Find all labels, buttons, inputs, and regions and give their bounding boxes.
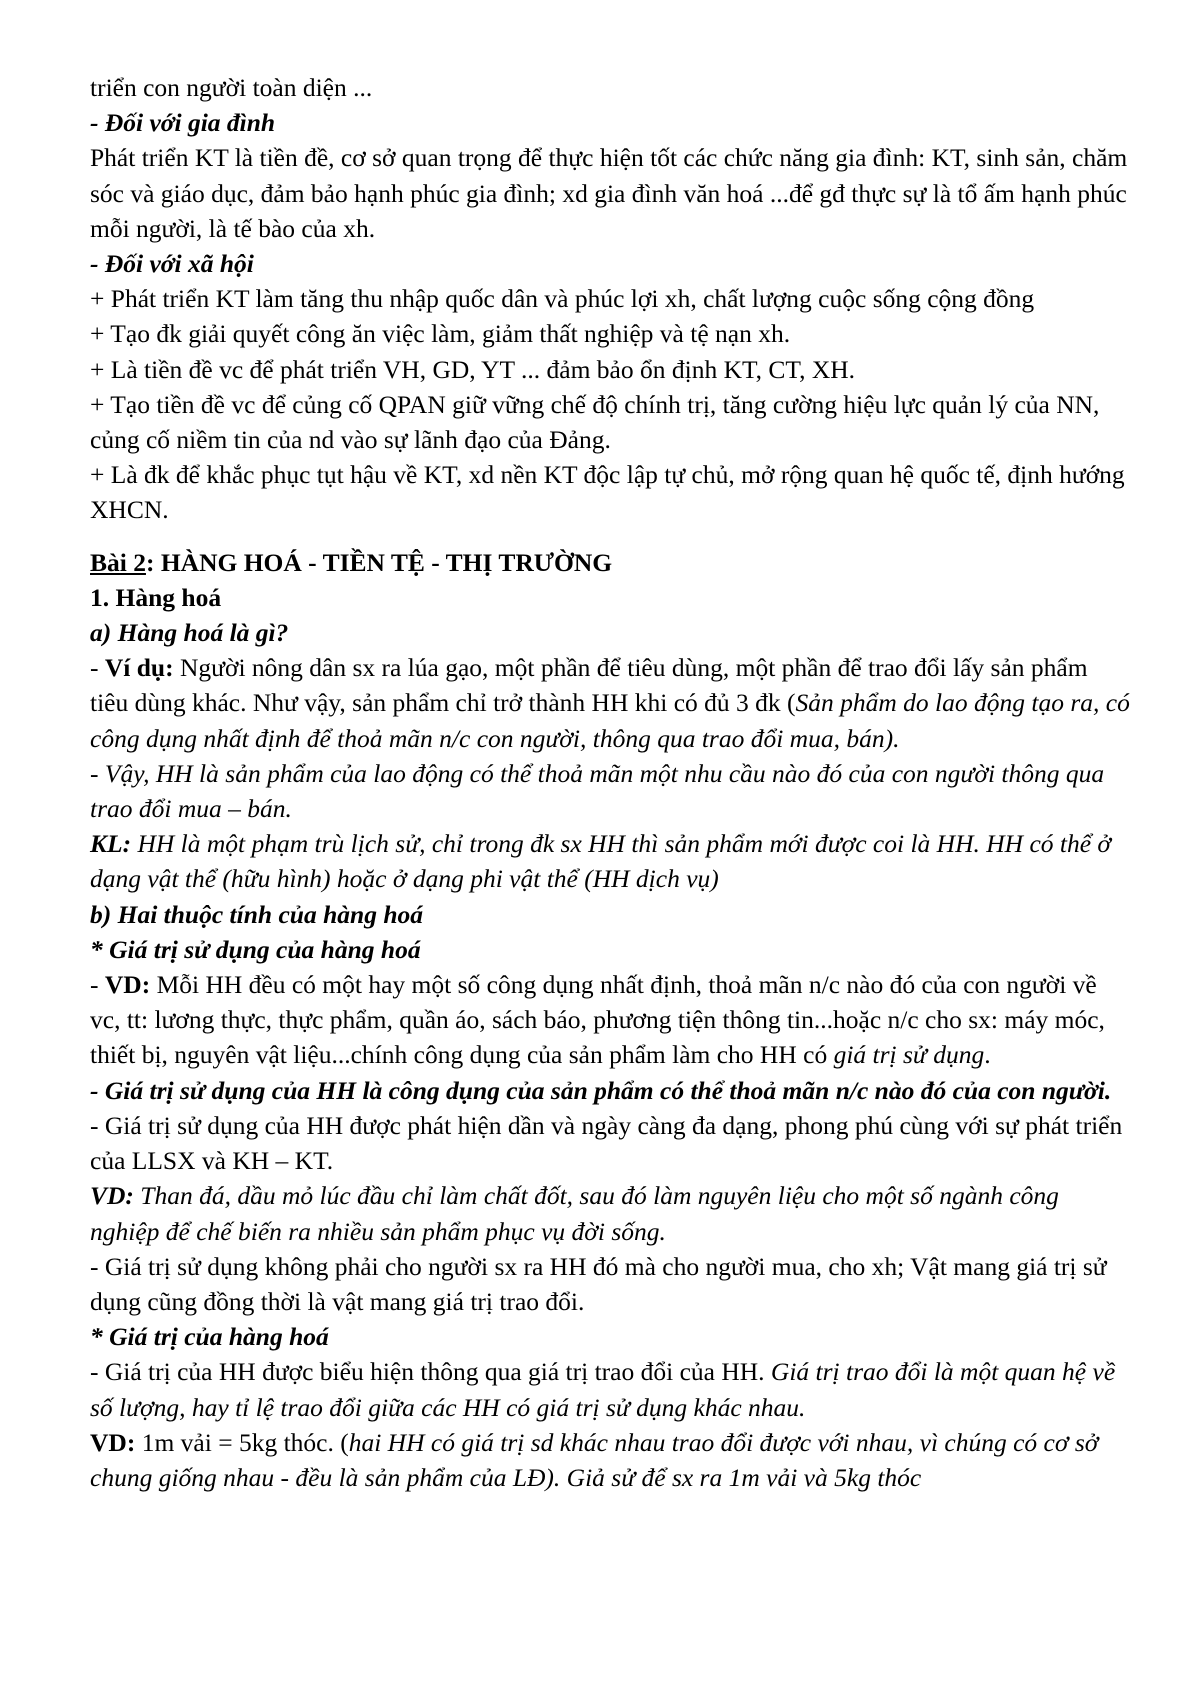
value-italic: Giá trị trao đổi là một quan hệ về số lượng, hay tỉ lệ trao đổi giữa các HH có giá trị sử dụng khác nhau. <box>90 1357 1116 1422</box>
society-item: + Phát triển KT làm tăng thu nhập quốc dân và phúc lợi xh, chất lượng cuộc sống cộng đồng <box>90 284 1035 314</box>
lesson-label: Bài 2 <box>90 547 146 577</box>
use-value-note: - Giá trị sử dụng không phải cho người sx ra HH đó mà cho người mua, cho xh; Vật mang giá trị sử dụng cũng đồng thời là vật mang giá trị trao đổi. <box>90 1251 1107 1316</box>
use-value-development: - Giá trị sử dụng của HH được phát hiện dần và ngày càng đa dạng, phong phú cùng với sự phát triển của LLSX và KH – KT. <box>90 1110 1123 1176</box>
society-item: + Là đk để khắc phục tụt hậu về KT, xd nền KT độc lập tự chủ, mở rộng quan hệ quốc tế, định hướng XHCN. <box>90 460 1125 525</box>
use-value-definition: - Giá trị sử dụng của HH là công dụng của sản phẩm có thể thoả mãn n/c nào đó của con người. <box>90 1075 1112 1105</box>
dash: - <box>90 970 105 1000</box>
value-heading: * Giá trị của hàng hoá <box>90 1322 329 1352</box>
example-text: Người nông dân sx ra lúa gạo, một phần để tiêu dùng, một phần để trao đổi lấy sản phẩm tiêu dùng khác. Như vậy, sản phẩm chỉ trở thành HH khi có đủ 3 đk ( <box>90 653 1088 718</box>
definition-paragraph: - Vậy, HH là sản phẩm của lao động có thể thoả mãn một nhu cầu nào đó của con người thông qua trao đổi mua – bán. <box>90 758 1105 824</box>
conclusion-label: KL: <box>90 829 132 859</box>
use-value-heading: * Giá trị sử dụng của hàng hoá <box>90 934 421 964</box>
value-paragraph <box>90 1354 1130 1424</box>
use-value-example-2 <box>90 1178 1130 1248</box>
example-text: Mỗi HH đều có một hay một số công dụng nhất định, thoả mãn n/c nào đó của con người về vc, tt: lương thực, thực phẩm, quần áo, sách báo, phương tiện thông tin...hoặc n/c cho sx: máy móc, thiết bị, nguyên vật liệu...chính công dụng của sản phẩm làm cho HH có <box>90 970 1105 1070</box>
example-label: VD: <box>90 1181 134 1211</box>
society-item: + Tạo đk giải quyết công ăn việc làm, giảm thất nghiệp và tệ nạn xh. <box>90 319 791 349</box>
example-italic: Sản phẩm do lao động tạo ra, có công dụng nhất định để thoả mãn n/c con người, thông qua trao đổi mua, bán). <box>90 688 1130 753</box>
example-text: 1m vải = 5kg thóc. ( <box>135 1427 349 1457</box>
society-heading: - Đối với xã hội <box>90 249 254 279</box>
value-example <box>90 1425 1130 1495</box>
family-heading: - Đối với gia đình <box>90 108 276 138</box>
subsection-heading-a: a) Hàng hoá là gì? <box>90 618 289 648</box>
text-line: triển con người toàn diện ... <box>90 73 373 102</box>
example-label: VD: <box>104 970 151 1000</box>
example-label: VD: <box>90 1427 136 1457</box>
family-paragraph: Phát triển KT là tiền đề, cơ sở quan trọng để thực hiện tốt các chức năng gia đình: KT, sinh sản, chăm sóc và giáo dục, đảm bảo hạnh phúc gia đình; xd gia đình văn hoá ...để gđ thực sự là tổ ấm hạnh phúc mỗi người, là tế bào của xh. <box>90 143 1128 243</box>
document-page <box>90 70 1130 1495</box>
conclusion-text: HH là một phạm trù lịch sử, chỉ trong đk sx HH thì sản phẩm mới được coi là HH. HH có thể ở dạng vật thể (hữu hình) hoặc ở dạng phi vật thể (HH dịch vụ) <box>90 829 1112 894</box>
society-item: + Là tiền đề vc để phát triển VH, GD, YT ... đảm bảo ổn định KT, CT, XH. <box>90 354 856 384</box>
society-item: + Tạo tiền đề vc để củng cố QPAN giữ vững chế độ chính trị, tăng cường hiệu lực quản lý của NN, củng cố niềm tin của nd vào sự lãnh đạo của Đảng. <box>90 389 1100 455</box>
lesson-title-text: : HÀNG HOÁ - TIỀN TỆ - THỊ TRƯỜNG <box>145 547 613 577</box>
dash: - <box>90 653 105 683</box>
section-heading: 1. Hàng hoá <box>90 582 222 612</box>
conclusion-paragraph <box>90 826 1130 896</box>
example-italic: giá trị sử dụng <box>833 1040 985 1070</box>
example-label: Ví dụ: <box>104 653 174 683</box>
period: . <box>984 1040 991 1070</box>
subsection-heading-b: b) Hai thuộc tính của hàng hoá <box>90 899 424 929</box>
example-paragraph <box>90 650 1130 756</box>
example-italic: hai HH có giá trị sd khác nhau trao đổi được với nhau, vì chúng có cơ sở chung giống nhau - đều là sản phẩm của LĐ). Giả sử để sx ra 1m vải và 5kg thóc <box>90 1427 1099 1492</box>
lesson-title <box>90 545 1130 580</box>
value-text: - Giá trị của HH được biểu hiện thông qua giá trị trao đổi của HH. <box>90 1357 771 1387</box>
example-text: Than đá, dầu mỏ lúc đầu chỉ làm chất đốt, sau đó làm nguyên liệu cho một số ngành công nghiệp để chế biến ra nhiều sản phẩm phục vụ đời sống. <box>90 1181 1059 1246</box>
use-value-example <box>90 967 1130 1073</box>
